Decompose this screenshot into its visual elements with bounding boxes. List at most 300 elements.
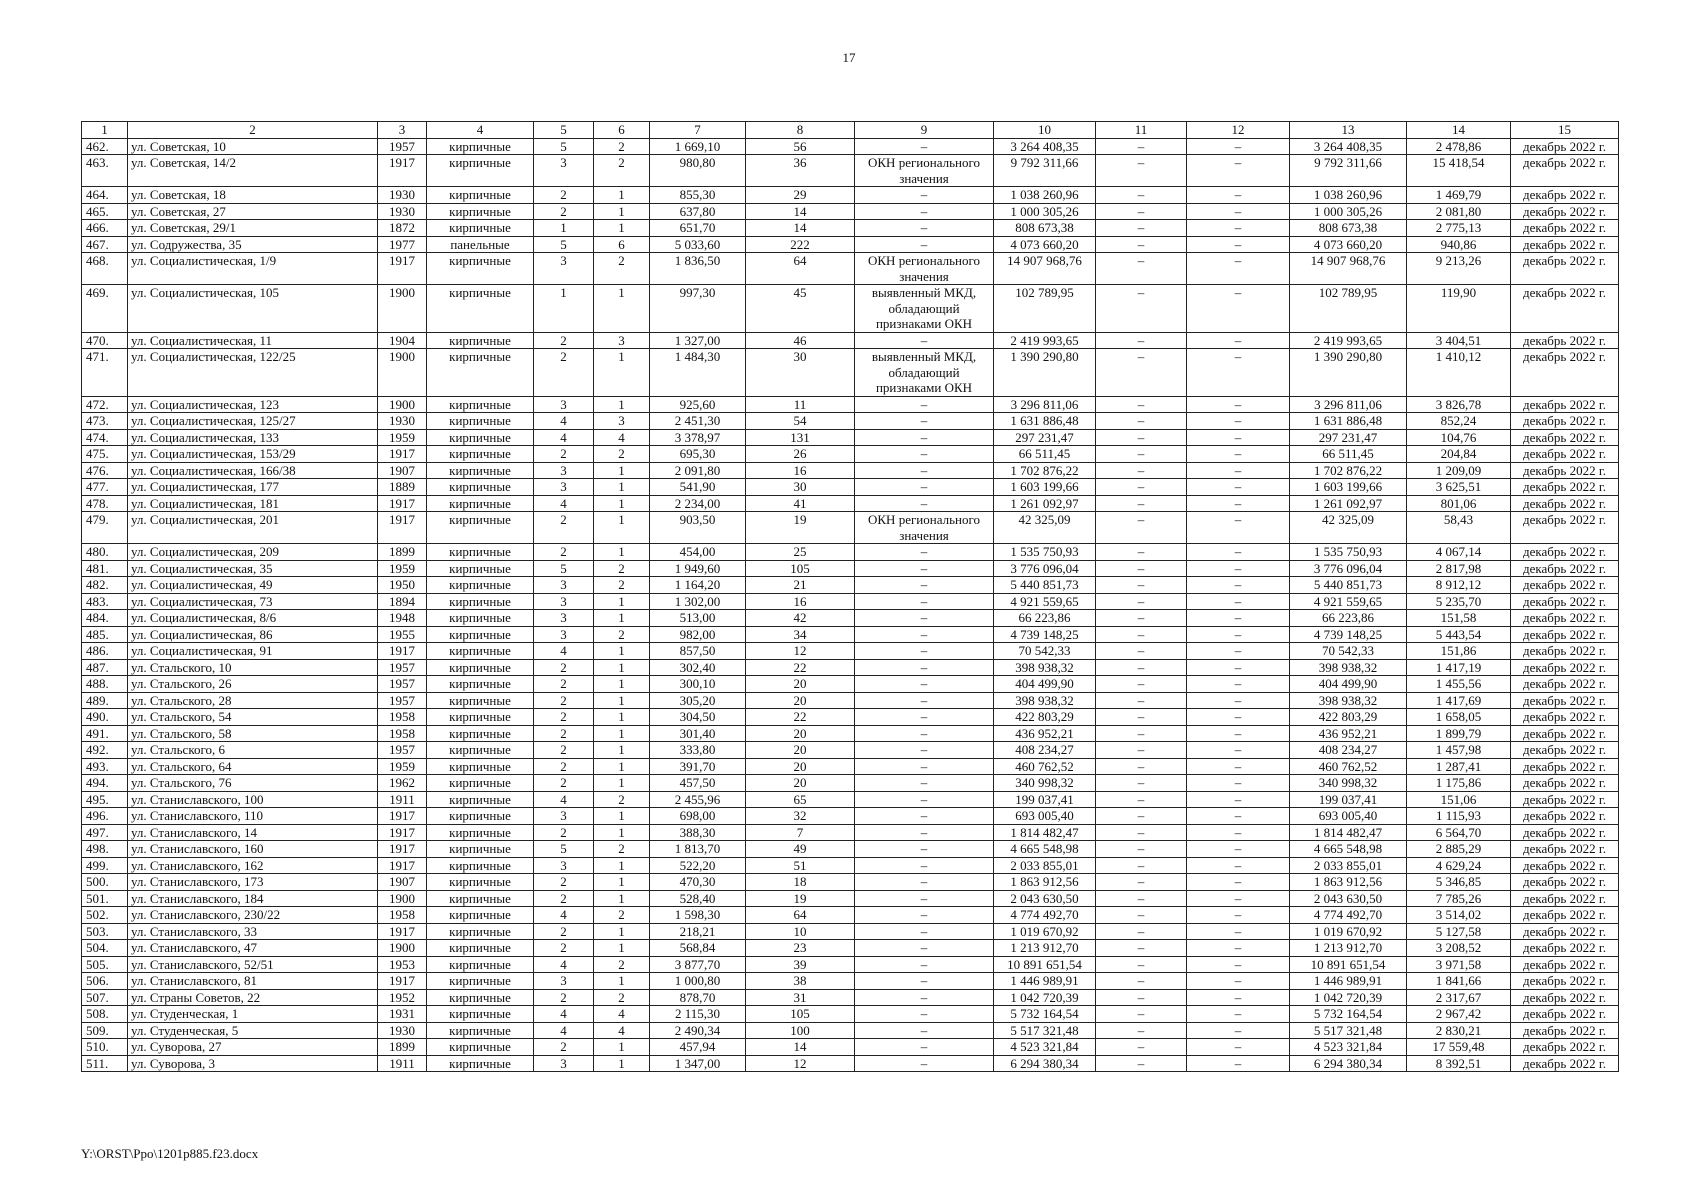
cell-cost-col-11: – <box>1096 857 1187 874</box>
cell-area: 541,90 <box>650 479 746 496</box>
cell-floors: 4 <box>534 956 594 973</box>
cell-residents: 31 <box>746 989 855 1006</box>
cell-cost-col-12: – <box>1187 349 1290 397</box>
cell-wall-material: кирпичные <box>427 593 534 610</box>
cell-deadline: декабрь 2022 г. <box>1511 808 1619 825</box>
cell-residents: 14 <box>746 220 855 237</box>
cell-cost-col-12: – <box>1187 956 1290 973</box>
cell-address: ул. Суворова, 3 <box>128 1055 378 1072</box>
cell-wall-material: кирпичные <box>427 890 534 907</box>
cell-row-number: 462. <box>82 138 128 155</box>
cell-cost-total: 2 043 630,50 <box>994 890 1096 907</box>
cell-floors: 3 <box>534 593 594 610</box>
cell-deadline: декабрь 2022 г. <box>1511 236 1619 253</box>
cell-entrances: 1 <box>594 874 650 891</box>
cell-year-built: 1917 <box>378 857 427 874</box>
cell-year-built: 1900 <box>378 396 427 413</box>
cell-entrances: 1 <box>594 973 650 990</box>
cell-cost-total: 404 499,90 <box>994 676 1096 693</box>
cell-entrances: 3 <box>594 413 650 430</box>
cell-wall-material: кирпичные <box>427 824 534 841</box>
cell-cost-col-12: – <box>1187 791 1290 808</box>
cell-residents: 45 <box>746 285 855 333</box>
cell-row-number: 511. <box>82 1055 128 1072</box>
cell-floors: 4 <box>534 1022 594 1039</box>
cell-entrances: 2 <box>594 446 650 463</box>
cell-cost-total: 1 261 092,97 <box>994 495 1096 512</box>
cell-residents: 30 <box>746 349 855 397</box>
cell-cost-col-11: – <box>1096 203 1187 220</box>
cell-cost-per-sqm: 2 885,29 <box>1407 841 1511 858</box>
cell-cost-total: 5 517 321,48 <box>994 1022 1096 1039</box>
table-row <box>82 758 1619 775</box>
cell-cost-col-12: – <box>1187 495 1290 512</box>
cell-deadline: декабрь 2022 г. <box>1511 220 1619 237</box>
cell-entrances: 1 <box>594 1055 650 1072</box>
cell-floors: 2 <box>534 332 594 349</box>
cell-cost-col-13: 1 019 670,92 <box>1290 923 1407 940</box>
cell-wall-material: кирпичные <box>427 989 534 1006</box>
cell-row-number: 504. <box>82 940 128 957</box>
cell-cost-col-11: – <box>1096 626 1187 643</box>
cell-year-built: 1948 <box>378 610 427 627</box>
cell-area: 1 164,20 <box>650 577 746 594</box>
cell-deadline: декабрь 2022 г. <box>1511 155 1619 187</box>
cell-row-number: 472. <box>82 396 128 413</box>
cell-address: ул. Стальского, 64 <box>128 758 378 775</box>
cell-deadline: декабрь 2022 г. <box>1511 610 1619 627</box>
cell-wall-material: кирпичные <box>427 808 534 825</box>
cell-deadline: декабрь 2022 г. <box>1511 890 1619 907</box>
cell-residents: 7 <box>746 824 855 841</box>
cell-area: 1 302,00 <box>650 593 746 610</box>
cell-heritage-status: – <box>855 973 994 990</box>
cell-year-built: 1950 <box>378 577 427 594</box>
cell-area: 1 949,60 <box>650 560 746 577</box>
cell-year-built: 1917 <box>378 841 427 858</box>
cell-cost-col-12: – <box>1187 187 1290 204</box>
cell-entrances: 4 <box>594 1006 650 1023</box>
cell-cost-col-11: – <box>1096 676 1187 693</box>
cell-year-built: 1930 <box>378 413 427 430</box>
cell-residents: 18 <box>746 874 855 891</box>
cell-entrances: 2 <box>594 907 650 924</box>
cell-cost-col-11: – <box>1096 824 1187 841</box>
cell-address: ул. Станиславского, 100 <box>128 791 378 808</box>
cell-residents: 11 <box>746 396 855 413</box>
cell-wall-material: кирпичные <box>427 285 534 333</box>
cell-address: ул. Станиславского, 47 <box>128 940 378 957</box>
cell-cost-total: 199 037,41 <box>994 791 1096 808</box>
cell-heritage-status: – <box>855 676 994 693</box>
cell-year-built: 1917 <box>378 923 427 940</box>
cell-cost-col-12: – <box>1187 1055 1290 1072</box>
cell-cost-col-11: – <box>1096 1055 1187 1072</box>
cell-year-built: 1957 <box>378 742 427 759</box>
cell-cost-per-sqm: 1 410,12 <box>1407 349 1511 397</box>
cell-cost-col-12: – <box>1187 989 1290 1006</box>
cell-row-number: 469. <box>82 285 128 333</box>
cell-heritage-status: – <box>855 940 994 957</box>
cell-cost-col-12: – <box>1187 1006 1290 1023</box>
cell-cost-col-12: – <box>1187 742 1290 759</box>
column-header-9: 9 <box>855 122 994 139</box>
cell-row-number: 463. <box>82 155 128 187</box>
cell-wall-material: кирпичные <box>427 940 534 957</box>
cell-year-built: 1907 <box>378 462 427 479</box>
cell-cost-per-sqm: 58,43 <box>1407 512 1511 544</box>
cell-cost-total: 3 296 811,06 <box>994 396 1096 413</box>
cell-wall-material: кирпичные <box>427 1022 534 1039</box>
cell-cost-col-11: – <box>1096 495 1187 512</box>
cell-area: 1 836,50 <box>650 253 746 285</box>
cell-deadline: декабрь 2022 г. <box>1511 332 1619 349</box>
cell-residents: 41 <box>746 495 855 512</box>
cell-area: 982,00 <box>650 626 746 643</box>
cell-cost-col-11: – <box>1096 544 1187 561</box>
cell-cost-col-13: 102 789,95 <box>1290 285 1407 333</box>
cell-cost-total: 14 907 968,76 <box>994 253 1096 285</box>
cell-area: 388,30 <box>650 824 746 841</box>
cell-residents: 20 <box>746 692 855 709</box>
cell-wall-material: кирпичные <box>427 659 534 676</box>
cell-deadline: декабрь 2022 г. <box>1511 495 1619 512</box>
cell-year-built: 1930 <box>378 1022 427 1039</box>
cell-heritage-status: – <box>855 1022 994 1039</box>
cell-entrances: 1 <box>594 349 650 397</box>
cell-row-number: 474. <box>82 429 128 446</box>
cell-residents: 14 <box>746 203 855 220</box>
cell-floors: 2 <box>534 890 594 907</box>
cell-cost-total: 1 814 482,47 <box>994 824 1096 841</box>
cell-cost-total: 5 440 851,73 <box>994 577 1096 594</box>
cell-area: 2 234,00 <box>650 495 746 512</box>
cell-cost-total: 10 891 651,54 <box>994 956 1096 973</box>
cell-area: 454,00 <box>650 544 746 561</box>
cell-wall-material: кирпичные <box>427 187 534 204</box>
cell-cost-per-sqm: 1 658,05 <box>1407 709 1511 726</box>
cell-cost-total: 1 702 876,22 <box>994 462 1096 479</box>
cell-year-built: 1957 <box>378 138 427 155</box>
cell-entrances: 2 <box>594 138 650 155</box>
cell-cost-col-12: – <box>1187 560 1290 577</box>
cell-cost-col-11: – <box>1096 874 1187 891</box>
cell-area: 2 455,96 <box>650 791 746 808</box>
cell-cost-total: 2 419 993,65 <box>994 332 1096 349</box>
cell-address: ул. Социалистическая, 133 <box>128 429 378 446</box>
cell-cost-col-12: – <box>1187 626 1290 643</box>
cell-area: 925,60 <box>650 396 746 413</box>
cell-cost-col-12: – <box>1187 155 1290 187</box>
cell-wall-material: панельные <box>427 236 534 253</box>
cell-residents: 22 <box>746 659 855 676</box>
cell-cost-col-13: 4 665 548,98 <box>1290 841 1407 858</box>
cell-address: ул. Содружества, 35 <box>128 236 378 253</box>
table-row <box>82 626 1619 643</box>
cell-entrances: 2 <box>594 989 650 1006</box>
cell-cost-col-13: 1 261 092,97 <box>1290 495 1407 512</box>
cell-heritage-status: – <box>855 989 994 1006</box>
cell-address: ул. Социалистическая, 1/9 <box>128 253 378 285</box>
cell-year-built: 1959 <box>378 758 427 775</box>
cell-row-number: 484. <box>82 610 128 627</box>
table-row <box>82 479 1619 496</box>
cell-area: 301,40 <box>650 725 746 742</box>
cell-cost-col-11: – <box>1096 285 1187 333</box>
cell-cost-total: 4 774 492,70 <box>994 907 1096 924</box>
cell-wall-material: кирпичные <box>427 396 534 413</box>
table-row <box>82 446 1619 463</box>
cell-deadline: декабрь 2022 г. <box>1511 841 1619 858</box>
cell-cost-per-sqm: 940,86 <box>1407 236 1511 253</box>
cell-residents: 65 <box>746 791 855 808</box>
cell-cost-per-sqm: 7 785,26 <box>1407 890 1511 907</box>
cell-cost-col-11: – <box>1096 577 1187 594</box>
cell-residents: 39 <box>746 956 855 973</box>
table-row <box>82 1006 1619 1023</box>
cell-row-number: 497. <box>82 824 128 841</box>
cell-floors: 1 <box>534 220 594 237</box>
cell-heritage-status: – <box>855 577 994 594</box>
cell-cost-col-11: – <box>1096 396 1187 413</box>
cell-floors: 1 <box>534 285 594 333</box>
cell-address: ул. Социалистическая, 153/29 <box>128 446 378 463</box>
cell-row-number: 507. <box>82 989 128 1006</box>
column-header-2: 2 <box>128 122 378 139</box>
cell-heritage-status: – <box>855 775 994 792</box>
cell-year-built: 1962 <box>378 775 427 792</box>
cell-wall-material: кирпичные <box>427 512 534 544</box>
cell-residents: 54 <box>746 413 855 430</box>
cell-year-built: 1911 <box>378 791 427 808</box>
cell-floors: 3 <box>534 626 594 643</box>
cell-entrances: 1 <box>594 1039 650 1056</box>
cell-residents: 20 <box>746 742 855 759</box>
cell-cost-per-sqm: 3 826,78 <box>1407 396 1511 413</box>
cell-cost-col-11: – <box>1096 956 1187 973</box>
cell-floors: 2 <box>534 692 594 709</box>
cell-wall-material: кирпичные <box>427 907 534 924</box>
cell-row-number: 503. <box>82 923 128 940</box>
cell-cost-col-13: 10 891 651,54 <box>1290 956 1407 973</box>
cell-entrances: 1 <box>594 544 650 561</box>
cell-wall-material: кирпичные <box>427 709 534 726</box>
cell-cost-col-12: – <box>1187 643 1290 660</box>
cell-address: ул. Социалистическая, 122/25 <box>128 349 378 397</box>
cell-cost-per-sqm: 3 625,51 <box>1407 479 1511 496</box>
cell-year-built: 1900 <box>378 890 427 907</box>
cell-cost-per-sqm: 1 841,66 <box>1407 973 1511 990</box>
cell-cost-col-11: – <box>1096 758 1187 775</box>
cell-cost-total: 2 033 855,01 <box>994 857 1096 874</box>
cell-floors: 3 <box>534 253 594 285</box>
column-header-11: 11 <box>1096 122 1187 139</box>
cell-residents: 19 <box>746 512 855 544</box>
cell-row-number: 509. <box>82 1022 128 1039</box>
cell-cost-col-13: 398 938,32 <box>1290 659 1407 676</box>
cell-cost-col-12: – <box>1187 220 1290 237</box>
cell-row-number: 480. <box>82 544 128 561</box>
cell-entrances: 1 <box>594 758 650 775</box>
cell-row-number: 485. <box>82 626 128 643</box>
cell-wall-material: кирпичные <box>427 544 534 561</box>
cell-area: 513,00 <box>650 610 746 627</box>
table-row <box>82 462 1619 479</box>
cell-floors: 2 <box>534 989 594 1006</box>
cell-cost-total: 102 789,95 <box>994 285 1096 333</box>
cell-wall-material: кирпичные <box>427 973 534 990</box>
cell-deadline: декабрь 2022 г. <box>1511 775 1619 792</box>
cell-cost-col-11: – <box>1096 349 1187 397</box>
cell-address: ул. Станиславского, 184 <box>128 890 378 907</box>
cell-residents: 16 <box>746 462 855 479</box>
cell-cost-col-12: – <box>1187 1022 1290 1039</box>
cell-entrances: 1 <box>594 479 650 496</box>
cell-entrances: 1 <box>594 923 650 940</box>
cell-residents: 105 <box>746 560 855 577</box>
cell-cost-col-11: – <box>1096 413 1187 430</box>
cell-floors: 2 <box>534 1039 594 1056</box>
cell-area: 1 598,30 <box>650 907 746 924</box>
cell-cost-col-13: 1 814 482,47 <box>1290 824 1407 841</box>
housing-register-table <box>81 121 1619 1072</box>
cell-deadline: декабрь 2022 г. <box>1511 349 1619 397</box>
table-row <box>82 692 1619 709</box>
cell-cost-col-11: – <box>1096 742 1187 759</box>
column-header-7: 7 <box>650 122 746 139</box>
cell-entrances: 1 <box>594 857 650 874</box>
table-row <box>82 907 1619 924</box>
cell-row-number: 505. <box>82 956 128 973</box>
cell-entrances: 4 <box>594 429 650 446</box>
cell-cost-per-sqm: 8 912,12 <box>1407 577 1511 594</box>
cell-cost-per-sqm: 3 208,52 <box>1407 940 1511 957</box>
cell-cost-col-11: – <box>1096 1006 1187 1023</box>
cell-address: ул. Суворова, 27 <box>128 1039 378 1056</box>
cell-heritage-status: – <box>855 857 994 874</box>
cell-cost-per-sqm: 1 115,93 <box>1407 808 1511 825</box>
cell-row-number: 508. <box>82 1006 128 1023</box>
cell-heritage-status: – <box>855 709 994 726</box>
cell-wall-material: кирпичные <box>427 479 534 496</box>
table-row <box>82 220 1619 237</box>
cell-row-number: 479. <box>82 512 128 544</box>
cell-year-built: 1953 <box>378 956 427 973</box>
cell-deadline: декабрь 2022 г. <box>1511 709 1619 726</box>
cell-area: 2 490,34 <box>650 1022 746 1039</box>
cell-heritage-status: – <box>855 758 994 775</box>
cell-cost-col-13: 297 231,47 <box>1290 429 1407 446</box>
cell-floors: 4 <box>534 413 594 430</box>
cell-address: ул. Станиславского, 160 <box>128 841 378 858</box>
table-row <box>82 1055 1619 1072</box>
cell-cost-col-13: 2 043 630,50 <box>1290 890 1407 907</box>
cell-heritage-status: – <box>855 659 994 676</box>
table-row <box>82 725 1619 742</box>
cell-cost-per-sqm: 1 469,79 <box>1407 187 1511 204</box>
cell-cost-col-12: – <box>1187 890 1290 907</box>
cell-entrances: 1 <box>594 709 650 726</box>
cell-deadline: декабрь 2022 г. <box>1511 285 1619 333</box>
cell-area: 1 813,70 <box>650 841 746 858</box>
cell-heritage-status: – <box>855 808 994 825</box>
column-header-3: 3 <box>378 122 427 139</box>
cell-year-built: 1894 <box>378 593 427 610</box>
file-path-footer: Y:\ORST\Ppo\1201p885.f23.docx <box>81 1146 259 1161</box>
table-row <box>82 808 1619 825</box>
cell-residents: 105 <box>746 1006 855 1023</box>
cell-cost-total: 66 223,86 <box>994 610 1096 627</box>
cell-cost-col-13: 5 440 851,73 <box>1290 577 1407 594</box>
cell-row-number: 477. <box>82 479 128 496</box>
cell-cost-total: 1 213 912,70 <box>994 940 1096 957</box>
cell-entrances: 2 <box>594 626 650 643</box>
cell-row-number: 488. <box>82 676 128 693</box>
cell-address: ул. Страны Советов, 22 <box>128 989 378 1006</box>
cell-entrances: 3 <box>594 332 650 349</box>
cell-cost-col-11: – <box>1096 643 1187 660</box>
cell-cost-per-sqm: 119,90 <box>1407 285 1511 333</box>
cell-row-number: 471. <box>82 349 128 397</box>
cell-cost-col-11: – <box>1096 890 1187 907</box>
cell-floors: 3 <box>534 577 594 594</box>
cell-cost-total: 42 325,09 <box>994 512 1096 544</box>
cell-cost-col-13: 404 499,90 <box>1290 676 1407 693</box>
cell-cost-col-11: – <box>1096 1039 1187 1056</box>
table-row <box>82 1022 1619 1039</box>
cell-heritage-status: – <box>855 203 994 220</box>
cell-cost-col-12: – <box>1187 396 1290 413</box>
cell-cost-col-12: – <box>1187 857 1290 874</box>
cell-residents: 12 <box>746 1055 855 1072</box>
cell-wall-material: кирпичные <box>427 332 534 349</box>
cell-entrances: 2 <box>594 155 650 187</box>
cell-heritage-status: – <box>855 923 994 940</box>
cell-area: 568,84 <box>650 940 746 957</box>
cell-year-built: 1899 <box>378 1039 427 1056</box>
cell-deadline: декабрь 2022 г. <box>1511 758 1619 775</box>
cell-cost-per-sqm: 151,06 <box>1407 791 1511 808</box>
cell-entrances: 1 <box>594 890 650 907</box>
cell-cost-col-11: – <box>1096 907 1187 924</box>
table-row <box>82 973 1619 990</box>
cell-deadline: декабрь 2022 г. <box>1511 1022 1619 1039</box>
cell-wall-material: кирпичные <box>427 155 534 187</box>
cell-entrances: 1 <box>594 676 650 693</box>
table-row <box>82 890 1619 907</box>
cell-heritage-status: – <box>855 610 994 627</box>
cell-deadline: декабрь 2022 г. <box>1511 413 1619 430</box>
cell-cost-col-12: – <box>1187 775 1290 792</box>
cell-wall-material: кирпичные <box>427 725 534 742</box>
cell-heritage-status: – <box>855 824 994 841</box>
cell-row-number: 481. <box>82 560 128 577</box>
cell-deadline: декабрь 2022 г. <box>1511 725 1619 742</box>
table-row <box>82 236 1619 253</box>
cell-residents: 100 <box>746 1022 855 1039</box>
cell-cost-col-11: – <box>1096 989 1187 1006</box>
cell-cost-total: 1 631 886,48 <box>994 413 1096 430</box>
table-row <box>82 841 1619 858</box>
cell-floors: 2 <box>534 544 594 561</box>
cell-floors: 4 <box>534 1006 594 1023</box>
cell-cost-per-sqm: 4 067,14 <box>1407 544 1511 561</box>
cell-entrances: 1 <box>594 775 650 792</box>
cell-year-built: 1900 <box>378 349 427 397</box>
cell-cost-col-12: – <box>1187 593 1290 610</box>
table-row <box>82 512 1619 544</box>
cell-address: ул. Станиславского, 162 <box>128 857 378 874</box>
